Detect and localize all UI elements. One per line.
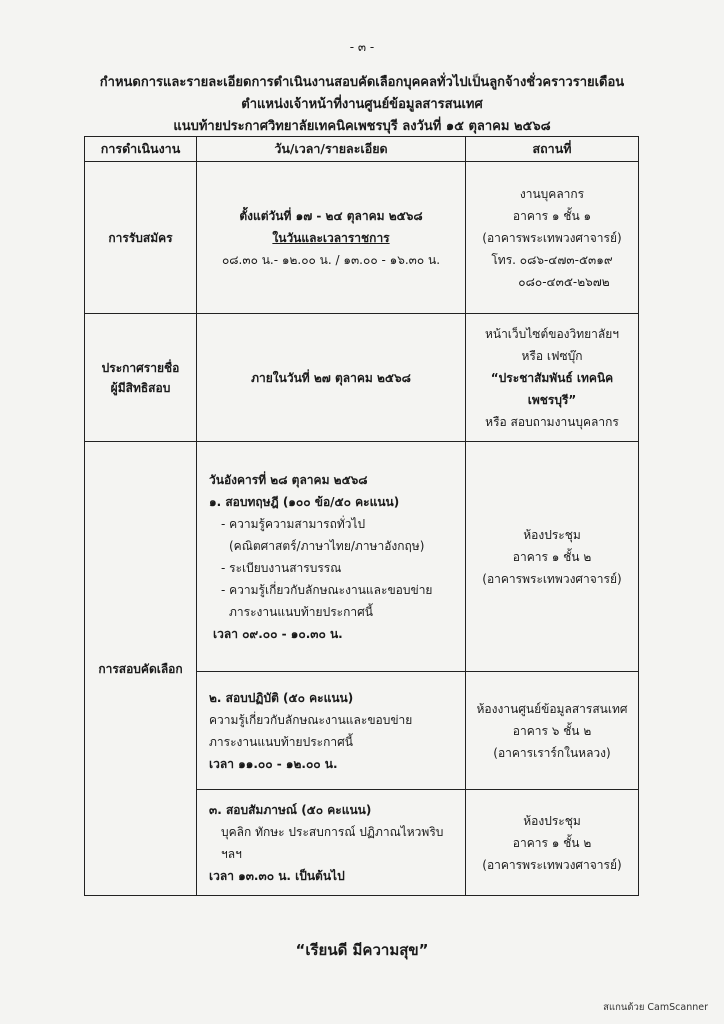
- title-line: แนบท้ายประกาศวิทยาลัยเทคนิคเพชรบุรี ลงวันที่ ๑๕ ตุลาคม ๒๕๖๘: [173, 119, 551, 134]
- place-line: หน้าเว็บไซต์ของวิทยาลัยฯ: [484, 326, 620, 341]
- step-exam: การสอบคัดเลือก: [85, 442, 197, 896]
- practical-time: เวลา ๑๑.๐๐ - ๑๒.๐๐ น.: [209, 756, 338, 771]
- place-line: อาคาร ๑ ชั้น ๑: [512, 208, 592, 223]
- theory-item: (คณิตศาสตร์/ภาษาไทย/ภาษาอังกฤษ): [229, 538, 425, 553]
- place-line: (อาคารพระเทพวงศาจารย์): [482, 230, 622, 245]
- place-line: (อาคารพระเทพวงศาจารย์): [482, 857, 622, 872]
- theory-time: เวลา ๐๙.๐๐ - ๑๐.๓๐ น.: [213, 626, 343, 641]
- place-announce: [466, 314, 639, 442]
- apply-time: ๐๘.๓๐ น.- ๑๒.๐๐ น. / ๑๓.๐๐ - ๑๖.๓๐ น.: [221, 252, 441, 267]
- place-apply: [466, 162, 639, 314]
- step-line: ผู้มีสิทธิสอบ: [110, 380, 171, 395]
- detail-announce: ภายในวันที่ ๒๗ ตุลาคม ๒๕๖๘: [197, 314, 466, 442]
- header-step: การดำเนินงาน: [85, 137, 197, 162]
- practical-item: ความรู้เกี่ยวกับลักษณะงานและขอบข่าย: [209, 712, 413, 727]
- place-practical: [466, 672, 639, 790]
- place-line: (อาคารพระเทพวงศาจารย์): [482, 571, 622, 586]
- theory-item: - ระเบียบงานสารบรรณ: [221, 560, 342, 575]
- place-line: งานบุคลากร: [519, 186, 585, 201]
- table-row-apply: [85, 162, 639, 314]
- theory-item: - ความรู้ความสามารถทั่วไป: [221, 516, 366, 531]
- place-line: (อาคารเราร์กในหลวง): [493, 745, 611, 760]
- detail-interview: [197, 790, 466, 896]
- step-apply: การรับสมัคร: [85, 162, 197, 314]
- scanner-watermark: สแกนด้วย CamScanner: [603, 1002, 708, 1013]
- table-header-row: [85, 137, 639, 162]
- header-place: สถานที่: [466, 137, 639, 162]
- theory-title: ๑. สอบทฤษฎี (๑๐๐ ข้อ/๕๐ คะแนน): [209, 494, 400, 509]
- exam-date: วันอังคารที่ ๒๘ ตุลาคม ๒๕๖๘: [209, 472, 368, 487]
- practical-item: ภาระงานแนบท้ายประกาศนี้: [209, 734, 353, 749]
- place-line: “ประชาสัมพันธ์ เทคนิค เพชรบุรี”: [490, 370, 614, 407]
- detail-apply: [197, 162, 466, 314]
- step-announce: [85, 314, 197, 442]
- interview-item: บุคลิก ทักษะ ประสบการณ์ ปฏิภาณไหวพริบ ฯลฯ: [221, 824, 444, 861]
- theory-item: - ความรู้เกี่ยวกับลักษณะงานและขอบข่าย: [221, 582, 433, 597]
- table-row-exam-theory: [85, 442, 639, 672]
- practical-title: ๒. สอบปฏิบัติ (๕๐ คะแนน): [209, 690, 354, 705]
- place-theory: [466, 442, 639, 672]
- schedule-table: [84, 136, 639, 896]
- theory-item: ภาระงานแนบท้ายประกาศนี้: [229, 604, 373, 619]
- title-line: ตำแหน่งเจ้าหน้าที่งานศูนย์ข้อมูลสารสนเทศ: [241, 97, 483, 112]
- apply-date: ตั้งแต่วันที่ ๑๗ - ๒๔ ตุลาคม ๒๕๖๘: [239, 208, 423, 223]
- place-line: ห้องประชุม: [523, 813, 581, 828]
- page-number: - ๓ -: [349, 40, 375, 54]
- place-interview: [466, 790, 639, 896]
- place-line: ห้องประชุม: [523, 527, 581, 542]
- title-line: กำหนดการและรายละเอียดการดำเนินงานสอบคัดเลือกบุคคลทั่วไปเป็นลูกจ้างชั่วคราวรายเดือน: [99, 75, 625, 90]
- place-line: หรือ สอบถามงานบุคลากร: [485, 414, 619, 429]
- header-detail: วัน/เวลา/รายละเอียด: [197, 137, 466, 162]
- place-phone: โทร. ๐๘๖-๔๗๓-๕๓๑๙: [491, 252, 613, 267]
- step-line: ประกาศรายชื่อ: [101, 360, 180, 375]
- place-phone: ๐๘๐-๔๓๕-๒๖๗๒: [518, 274, 610, 289]
- apply-office-hours: ในวันและเวลาราชการ: [272, 230, 390, 245]
- detail-practical: [197, 672, 466, 790]
- place-line: อาคาร ๑ ชั้น ๒: [512, 835, 592, 850]
- interview-title: ๓. สอบสัมภาษณ์ (๕๐ คะแนน): [209, 802, 372, 817]
- place-line: ห้องงานศูนย์ข้อมูลสารสนเทศ: [476, 701, 628, 716]
- document-title: [0, 72, 724, 138]
- table-row-announce: [85, 314, 639, 442]
- place-line: อาคาร ๑ ชั้น ๒: [512, 549, 592, 564]
- place-line: อาคาร ๖ ชั้น ๒: [512, 723, 592, 738]
- detail-theory: [197, 442, 466, 672]
- interview-time: เวลา ๑๓.๓๐ น. เป็นต้นไป: [209, 868, 345, 883]
- place-line: หรือ เฟซบุ๊ก: [521, 348, 583, 363]
- closing-motto: “เรียนดี มีความสุข”: [295, 941, 429, 959]
